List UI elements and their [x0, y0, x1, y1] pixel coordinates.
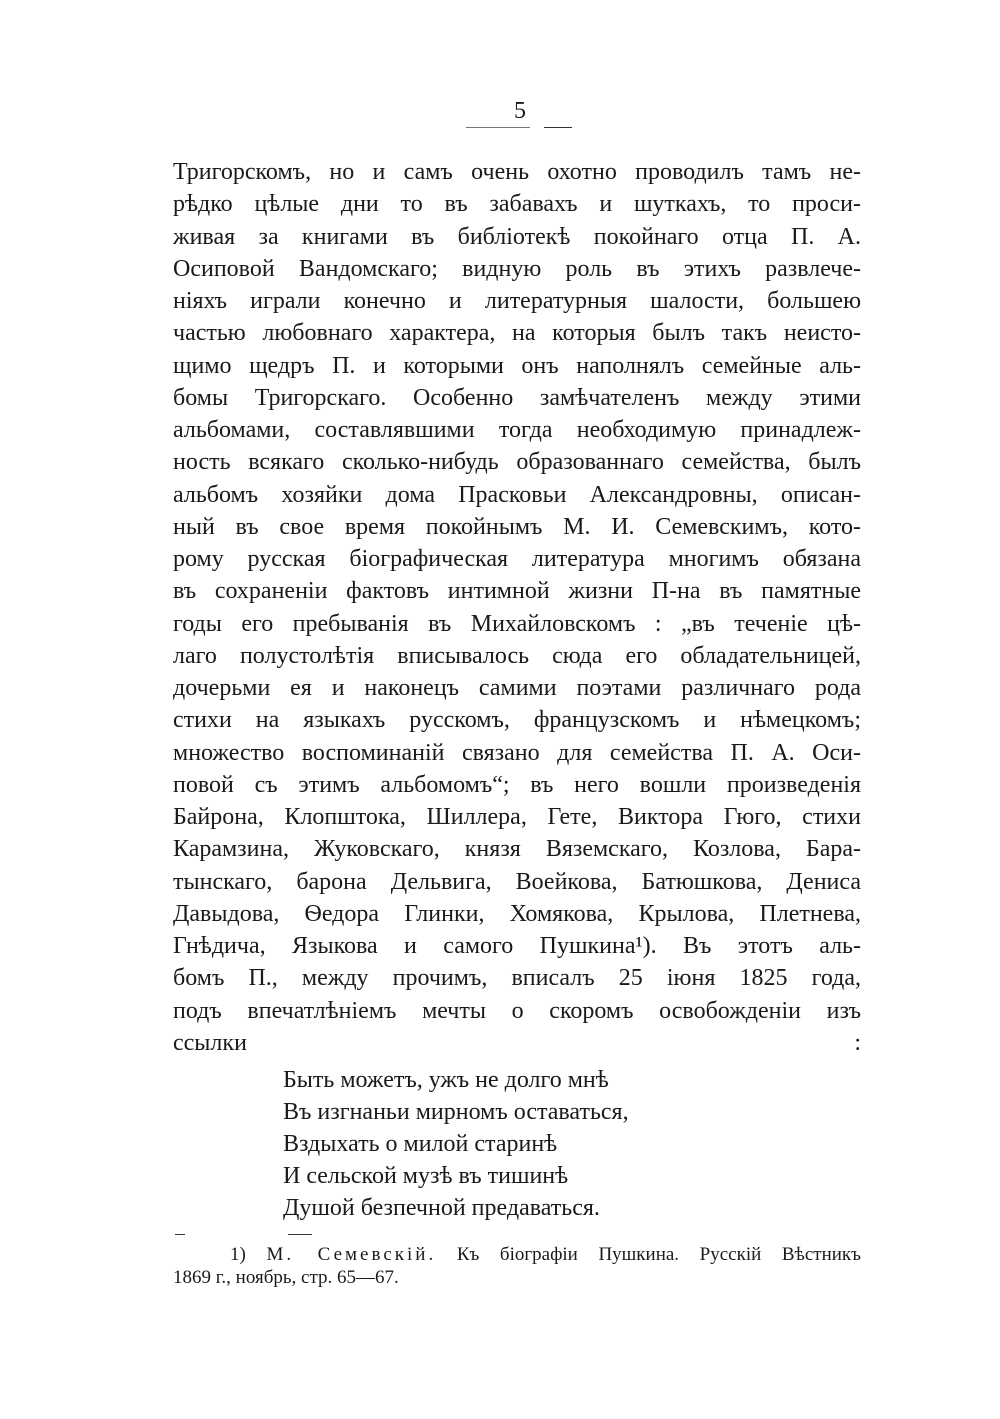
text-line: ность всякаго сколько-нибудь образованнаго семейства, былъ	[173, 449, 861, 476]
text-line: тынскаго, барона Дельвига, Воейкова, Батюшкова, Дениса	[173, 868, 861, 895]
text-line: ссылки :	[173, 1029, 861, 1056]
text-line: Давыдова, Ѳедора Глинки, Хомякова, Крылова, Плетнева,	[173, 900, 861, 927]
text-line: альбомъ хозяйки дома Прасковьи Александровны, описан-	[173, 481, 861, 508]
page-number: 5	[514, 98, 526, 124]
poem-line: Въ изгнаньи мирномъ оставаться,	[283, 1099, 629, 1125]
text-line: повой съ этимъ альбомомъ“; въ него вошли произведенія	[173, 771, 861, 798]
header-rule-left	[466, 127, 530, 128]
text-line: Тригорскомъ, но и самъ очень охотно проводилъ тамъ не-	[173, 159, 861, 185]
footnote-rule-right	[288, 1234, 312, 1235]
header-rule-right	[544, 127, 572, 128]
text-line: ный въ свое время покойнымъ М. И. Семевскимъ, кото-	[173, 513, 861, 540]
text-line: годы его пребыванія въ Михайловскомъ : „въ теченіе цѣ-	[173, 610, 861, 637]
poem-line: Быть можетъ, ужъ не долго мнѣ	[283, 1067, 609, 1093]
text-line: щимо щедръ П. и которыми онъ наполнялъ семейные аль-	[173, 352, 861, 379]
poem-line: И сельской музѣ въ тишинѣ	[283, 1163, 569, 1189]
body-text	[173, 156, 861, 1059]
text-line: альбомами, составлявшими тогда необходимую принадлеж-	[173, 417, 861, 443]
poem-line: Душой безпечной предаваться.	[283, 1195, 600, 1221]
poem	[283, 1064, 629, 1224]
footnote-text: Къ біографіи Пушкина. Русскій Вѣстникъ	[456, 1244, 861, 1265]
footnote-line-1	[173, 1243, 861, 1266]
text-line: рѣдко цѣлые дни то въ забавахъ и шуткахъ, то проси-	[173, 191, 861, 218]
text-line: Байрона, Клопштока, Шиллера, Гете, Виктора Гюго, стихи	[173, 804, 861, 830]
poem-line: Вздыхать о милой старинѣ	[283, 1131, 558, 1157]
text-line: частью любовнаго характера, на которыя былъ такъ неисто-	[173, 320, 861, 347]
footnote	[173, 1243, 861, 1289]
text-line: Карамзина, Жуковскаго, князя Вяземскаго, Козлова, Бара-	[173, 836, 861, 863]
text-line: подъ впечатлѣніемъ мечты о скоромъ освобожденіи изъ	[173, 997, 861, 1024]
footnote-line-2: 1869 г., ноябрь, стр. 65—67.	[173, 1267, 399, 1288]
text-line: бомы Тригорскаго. Особенно замѣчателенъ между этими	[173, 384, 861, 411]
text-line: лаго полустолѣтія вписывалось сюда его обладательницей,	[173, 642, 861, 669]
text-line: въ сохраненіи фактовъ интимной жизни П-на въ памятные	[173, 578, 861, 605]
text-line: рому русская біографическая литература многимъ обязана	[173, 546, 861, 572]
text-line: дочерьми ея и наконецъ самими поэтами различнаго рода	[173, 675, 861, 701]
footnote-rule-left	[175, 1234, 185, 1235]
text-line: Гнѣдича, Языкова и самого Пушкина¹). Въ этотъ аль-	[173, 933, 861, 959]
text-line: бомъ П., между прочимъ, вписалъ 25 іюня 1825 года,	[173, 965, 861, 992]
text-line: живая за книгами въ библіотекѣ покойнаго отца П. А.	[173, 223, 861, 250]
text-line: ніяхъ играли конечно и литературныя шалости, большею	[173, 288, 861, 314]
footnote-author: М. Семевскій.	[266, 1244, 437, 1265]
text-line: Осиповой Вандомскаго; видную роль въ этихъ развлече-	[173, 255, 861, 282]
text-line: множество воспоминаній связано для семейства П. А. Оси-	[173, 739, 861, 766]
footnote-marker: 1)	[230, 1244, 246, 1265]
text-line: стихи на языкахъ русскомъ, французскомъ и нѣмецкомъ;	[173, 707, 861, 734]
